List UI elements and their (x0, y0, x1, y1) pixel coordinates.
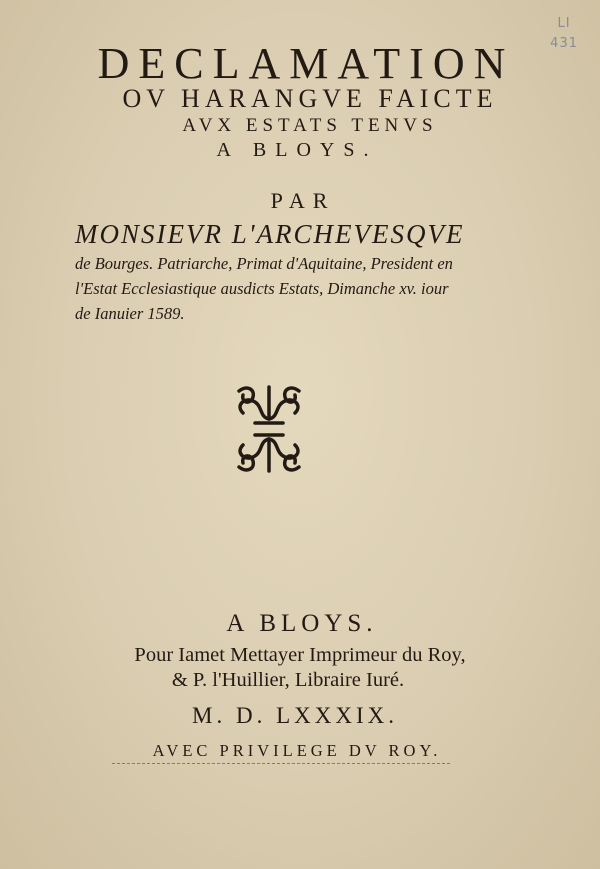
printer-ornament-fleuron-icon (233, 383, 305, 475)
privilege-line: AVEC PRIVILEGE DV ROY. (152, 741, 442, 760)
imprint-place: A BLOYS. (226, 610, 378, 637)
shelfmark-line-1: LI (557, 16, 571, 31)
title-line-4: A BLOYS. (216, 139, 378, 161)
author-description (75, 251, 525, 326)
imprint-printer: Pour Iamet Mettayer Imprimeur du Roy, (134, 644, 466, 666)
author-desc-line-2: l'Estat Ecclesiastique ausdicts Estats, Dimanche xv. iour (75, 279, 449, 298)
title-line-2: OV HARANGVE FAICTE (122, 84, 498, 113)
par-label: PAR (270, 188, 336, 213)
imprint-bookseller: & P. l'Huillier, Libraire Iuré. (171, 669, 405, 691)
author-name: MONSIEVR L'ARCHEVESQVE (75, 219, 465, 249)
author-desc-line-1: de Bourges. Patriarche, Primat d'Aquitaine, President en (75, 254, 453, 273)
shelfmark-line-2: 431 (550, 36, 578, 51)
title-line-3: AVX ESTATS TENVS (182, 115, 438, 136)
imprint-year: M. D. LXXXIX. (192, 703, 398, 728)
privilege-rule (112, 763, 450, 764)
title-line-1: DECLAMATION (97, 39, 515, 88)
author-desc-line-3: de Ianuier 1589. (75, 304, 185, 323)
